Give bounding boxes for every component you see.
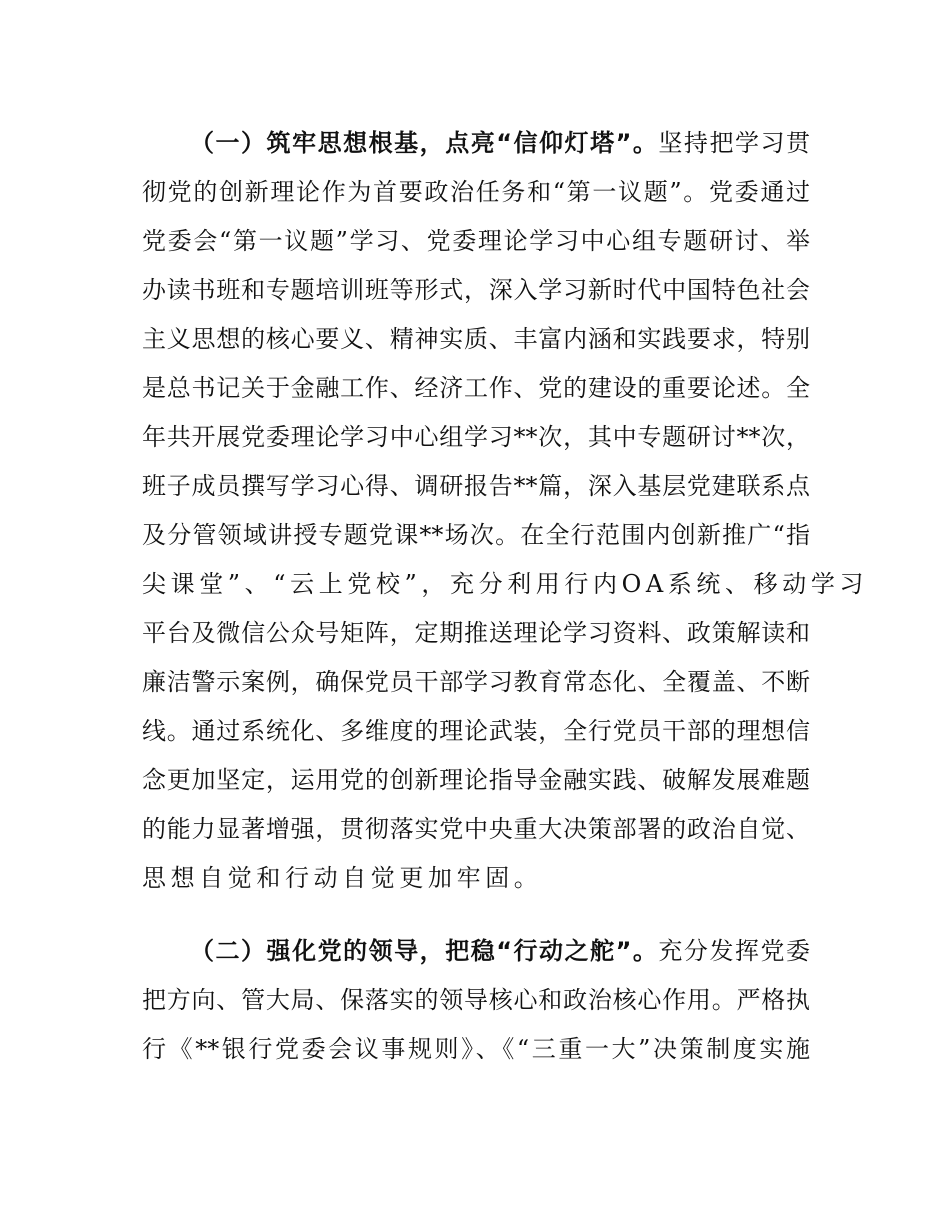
paragraph-line: 办读书班和专题培训班等形式，深入学习新时代中国特色社会 (142, 276, 810, 304)
paragraph-line (142, 932, 810, 981)
paragraph-line: 思想自觉和行动自觉更加牢固。 (142, 864, 543, 892)
paragraph-line: 党委会“第一议题”学习、党委理论学习中心组专题研讨、举 (142, 227, 810, 255)
paragraph-line: 平台及微信公众号矩阵，定期推送理论学习资料、政策解读和 (142, 619, 810, 647)
paragraph-line: 尖课堂”、“云上党校”，充分利用行内OA系统、移动学习 (142, 570, 869, 598)
paragraph-text: 充分发挥党委 (658, 937, 811, 965)
paragraph-line: 是总书记关于金融工作、经济工作、党的建设的重要论述。全 (142, 374, 810, 402)
paragraph-line: 班子成员撰写学习心得、调研报告**篇，深入基层党建联系点 (142, 472, 810, 500)
paragraph-text: 坚持把学习贯 (658, 129, 811, 157)
paragraph-line: 主义思想的核心要义、精神实质、丰富内涵和实践要求，特别 (142, 325, 810, 353)
paragraph-line: 及分管领域讲授专题党课**场次。在全行范围内创新推广“指 (142, 521, 810, 549)
paragraph-line (142, 124, 810, 173)
paragraph-line: 彻党的创新理论作为首要政治任务和“第一议题”。党委通过 (142, 178, 810, 206)
paragraph-1 (142, 124, 869, 908)
paragraph-line: 行《**银行党委会议事规则》、《“三重一大”决策制度实施 (142, 1035, 810, 1063)
paragraph-line: 廉洁警示案例，确保党员干部学习教育常态化、全覆盖、不断 (142, 668, 810, 696)
paragraph-line: 念更加坚定，运用党的创新理论指导金融实践、破解发展难题 (142, 766, 810, 794)
section-heading: （一）筑牢思想根基，点亮“信仰灯塔”。 (190, 129, 659, 157)
paragraph-line: 把方向、管大局、保落实的领导核心和政治核心作用。严格执 (142, 986, 810, 1014)
paragraph-2 (142, 932, 810, 1079)
paragraph-line: 年共开展党委理论学习中心组学习**次，其中专题研讨**次， (142, 423, 810, 451)
section-heading: （二）强化党的领导，把稳“行动之舵”。 (190, 937, 659, 965)
paragraph-line: 的能力显著增强，贯彻落实党中央重大决策部署的政治自觉、 (142, 815, 810, 843)
document-page (142, 124, 869, 1103)
paragraph-line: 线。通过系统化、多维度的理论武装，全行党员干部的理想信 (142, 717, 810, 745)
